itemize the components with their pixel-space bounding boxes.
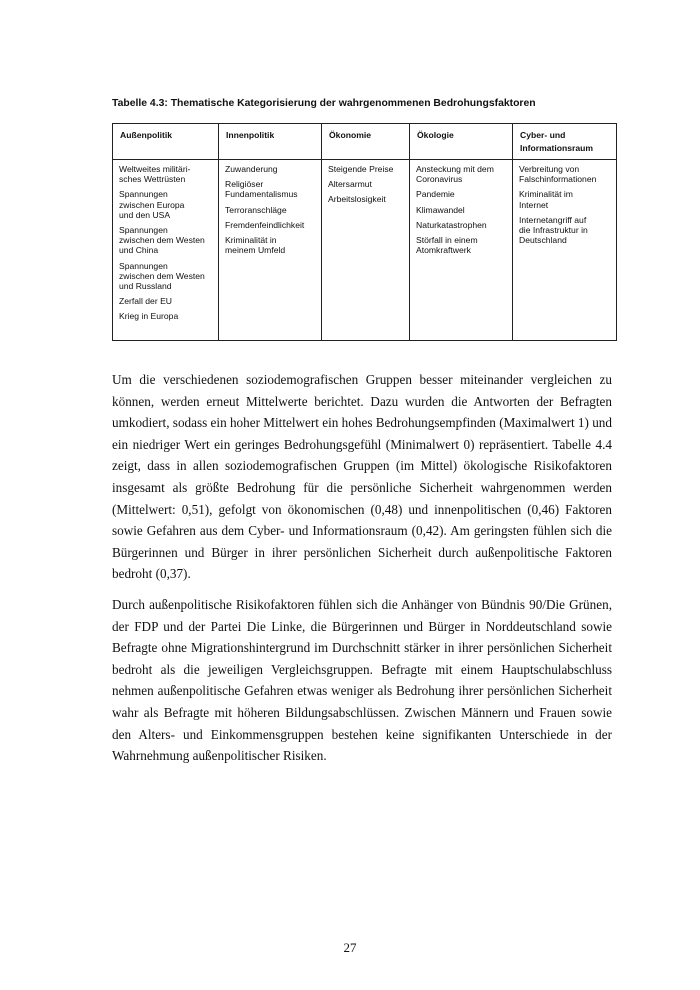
list-item: Internetangriff auf die Infrastruktur in Deutschland bbox=[519, 214, 588, 246]
list-item: Pandemie bbox=[416, 189, 455, 200]
list-item: Zuwanderung bbox=[225, 164, 278, 174]
list-item: Weltweites militäri- sches Wettrüsten bbox=[119, 164, 191, 185]
paragraph: Um die verschiedenen soziodemografischen Gruppen besser miteinander vergleichen zu können, werden erneut Mittelwerte berichtet. Dazu wurden die Antworten der Befragten umkodiert, sodass ein hoher Mittelwert ein hohes Bedrohungsempfinden (Maximalwert 1) und ein niedriger Wert ein geringes Bedrohungsgefühl (Minimalwert 0) repräsentiert. Tabelle 4.4 zeigt, dass in allen soziodemografischen Gruppen (im Mittel) ökologische Risikofaktoren insgesamt als größte Bedrohung für die persönliche Sicherheit wahrgenommen werden (Mittelwert: 0,51), gefolgt von ökonomischen (0,48) und innenpolitischen (0,46) Faktoren sowie Gefahren aus dem Cyber- und Informationsraum (0,42). Am geringsten fühlen sich die Bürgerinnen und Bürger in ihrer persönlichen Sicherheit durch außenpolitische Faktoren bedroht (0,37). bbox=[112, 372, 612, 582]
list-item: Krieg in Europa bbox=[119, 311, 179, 322]
column-header: Ökonomie bbox=[322, 124, 410, 160]
list-item: Zerfall der EU bbox=[119, 296, 173, 307]
list-item: Ansteckung mit dem Coronavirus bbox=[416, 164, 494, 185]
page-number: 27 bbox=[343, 940, 357, 955]
column-cell-cyber bbox=[513, 160, 617, 341]
body-text bbox=[112, 369, 612, 776]
list-item: Steigende Preise bbox=[328, 164, 394, 174]
column-header: Ökologie bbox=[410, 124, 513, 160]
list-item: Naturkatastrophen bbox=[416, 219, 487, 230]
table-header-row bbox=[113, 124, 617, 160]
list-item: Fremdenfeindlichkeit bbox=[225, 219, 305, 230]
list-item: Verbreitung von Falschinformationen bbox=[519, 164, 597, 185]
column-header: Cyber- und Informationsraum bbox=[513, 124, 617, 160]
list-item: Religiöser Fundamentalismus bbox=[225, 179, 298, 200]
list-item: Terroranschläge bbox=[225, 204, 287, 215]
list-item: Altersarmut bbox=[328, 179, 372, 190]
column-cell-oekonomie bbox=[322, 160, 410, 341]
list-item: Spannungen zwischen dem Westen und Russland bbox=[119, 260, 205, 292]
list-item: Klimawandel bbox=[416, 204, 465, 215]
list-item: Spannungen zwischen dem Westen und China bbox=[119, 225, 205, 256]
table-row bbox=[113, 160, 617, 341]
list-item: Kriminalität im Internet bbox=[519, 189, 573, 210]
column-header: Außenpolitik bbox=[113, 124, 219, 160]
categorization-table bbox=[112, 123, 617, 341]
column-cell-oekologie bbox=[410, 160, 513, 341]
paragraph: Durch außenpolitische Risikofaktoren fühlen sich die Anhänger von Bündnis 90/Die Grünen, der FDP und der Partei Die Linke, die Bürgerinnen und Bürger in Norddeutschland sowie Befragte ohne Migrationshintergrund im Durchschnitt stärker in ihrer persönlichen Sicherheit bedroht als die jeweiligen Vergleichsgruppen. Befragte mit einem Hauptschulabschluss nehmen außenpolitische Gefahren etwas weniger als Bedrohung ihrer persönlichen Sicherheit wahr als Befragte mit höheren Bildungsabschlüssen. Zwischen Männern und Frauen sowie den Alters- und Einkommensgruppen bestehen keine signifikanten Unterschiede in der Wahrnehmung außenpolitischer Risiken. bbox=[112, 596, 612, 764]
list-item: Störfall in einem Atomkraftwerk bbox=[416, 235, 478, 256]
column-cell-aussenpolitik bbox=[113, 160, 219, 341]
list-item: Spannungen zwischen Europa und den USA bbox=[119, 189, 185, 220]
column-header: Innenpolitik bbox=[219, 124, 322, 160]
column-cell-innenpolitik bbox=[219, 160, 322, 341]
list-item: Arbeitslosigkeit bbox=[328, 194, 386, 205]
table-caption: Tabelle 4.3: Thematische Kategorisierung der wahrgenommenen Bedrohungsfaktoren bbox=[112, 98, 536, 109]
list-item: Kriminalität in meinem Umfeld bbox=[225, 235, 286, 256]
